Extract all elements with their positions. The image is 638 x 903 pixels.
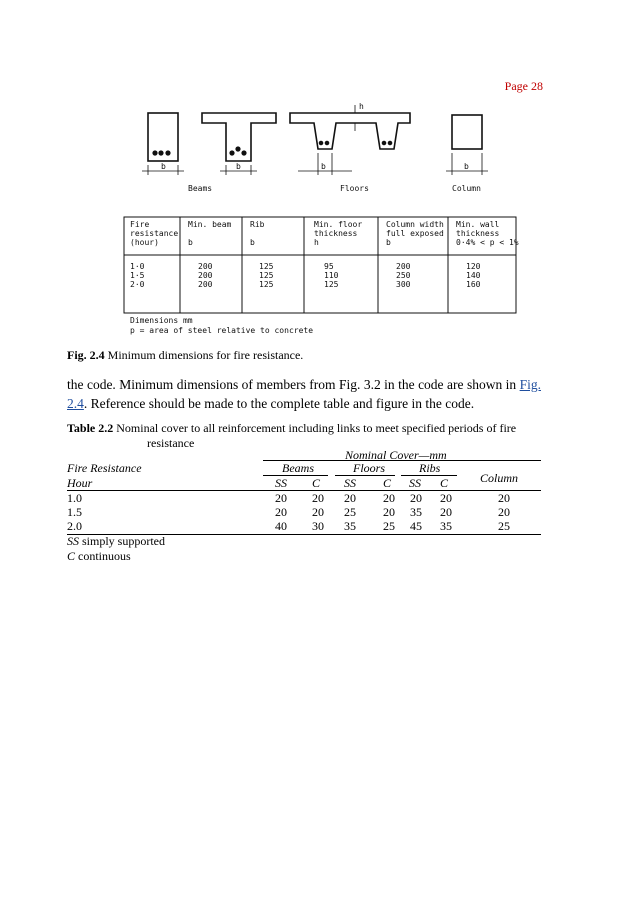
page-number: Page 28 [504, 79, 543, 93]
figure-cell-r0-c1: 200 [198, 262, 213, 271]
hour-header: Hour [67, 476, 93, 490]
sub-header-5: C [440, 476, 449, 490]
table-cell-r2-c6: 35 [440, 519, 452, 533]
table-caption-line1: Nominal cover to all reinforcement including links to meet specified periods of fire [113, 421, 517, 435]
figure-note-p: p = area of steel relative to concrete [130, 326, 314, 335]
table-notes [67, 534, 165, 564]
table-cell-r0-c1: 20 [275, 491, 287, 505]
figure-cell-r0-c4: 200 [396, 262, 411, 271]
figure-cell-r1-c5: 140 [466, 271, 481, 280]
figure-header-c0-l1: resistance [130, 229, 179, 238]
table-cell-r1-c5: 35 [410, 505, 422, 519]
body-text-before: the code. Minimum dimensions of members from Fig. 3.2 in the code are shown in [67, 377, 520, 392]
table-caption [67, 421, 541, 451]
figure-cell-r1-c1: 200 [198, 271, 213, 280]
figure-header-c2-l0: Rib [250, 220, 265, 229]
beam1-b-label: b [161, 162, 166, 171]
table-cell-r2-c1: 40 [275, 519, 287, 533]
figure-cell-r1-c2: 125 [259, 271, 274, 280]
figure-cell-r1-c4: 250 [396, 271, 411, 280]
figure-header-c2-l2: b [250, 238, 255, 247]
table-caption-label: Table 2.2 [67, 421, 114, 435]
figure-header-c5-l0: Min. wall [456, 220, 500, 229]
table-cell-r0-c0: 1.0 [67, 491, 82, 505]
table-cell-r1-c6: 20 [440, 505, 452, 519]
floors-header: Floors [353, 461, 386, 475]
figure-note-dimensions: Dimensions mm [130, 316, 193, 325]
sub-header-4: SS [409, 476, 421, 490]
table-cell-r0-c6: 20 [440, 491, 452, 505]
table-cell-r0-c5: 20 [410, 491, 422, 505]
table-cell-r1-c0: 1.5 [67, 505, 82, 519]
column-label: Column [452, 184, 481, 193]
figure-header-c3-l1: thickness [314, 229, 358, 238]
figure-caption [67, 348, 303, 363]
table-cell-r0-c3: 20 [344, 491, 356, 505]
figure-cell-r2-c1: 200 [198, 280, 213, 289]
figure-cell-r1-c0: 1·5 [130, 271, 145, 280]
table-cell-r1-c2: 20 [312, 505, 324, 519]
table-cell-r0-c7: 20 [498, 491, 510, 505]
figure-header-c1-l0: Min. beam [188, 220, 232, 229]
figure-cell-r0-c5: 120 [466, 262, 481, 271]
floors-label: Floors [340, 184, 369, 193]
figure-drawing [118, 103, 526, 339]
table-cell-r2-c5: 45 [410, 519, 422, 533]
figure-cell-r2-c5: 160 [466, 280, 481, 289]
beams-header: Beams [282, 461, 314, 475]
figure-cell-r0-c3: 95 [324, 262, 334, 271]
group-header: Nominal Cover—mm [345, 448, 447, 462]
figure-cell-r0-c2: 125 [259, 262, 274, 271]
table-cell-r2-c7: 25 [498, 519, 510, 533]
figure-cell-r2-c2: 125 [259, 280, 274, 289]
figure-header-c4-l1: full exposed [386, 229, 444, 238]
table-cell-r2-c0: 2.0 [67, 519, 82, 533]
table-cell-r1-c1: 20 [275, 505, 287, 519]
figure-cell-r2-c4: 300 [396, 280, 411, 289]
sub-header-0: SS [275, 476, 287, 490]
figure-cell-r0-c0: 1·0 [130, 262, 145, 271]
figure-header-c5-l2: 0·4% < p < 1% [456, 238, 519, 247]
fire-resistance-header: Fire Resistance [67, 461, 142, 475]
figure-cell-r2-c3: 125 [324, 280, 339, 289]
sub-header-3: C [383, 476, 392, 490]
column-header: Column [480, 471, 519, 485]
figure-header-c3-l2: h [314, 238, 319, 247]
figure-header-c1-l2: b [188, 238, 193, 247]
figure-header-c3-l0: Min. floor [314, 220, 363, 229]
figure-header-c0-l2: (hour) [130, 238, 159, 247]
table-cell-r1-c7: 20 [498, 505, 510, 519]
note-ss: SS simply supported [67, 534, 165, 548]
figure-header-c5-l1: thickness [456, 229, 500, 238]
table-cell-r0-c4: 20 [383, 491, 395, 505]
table-cell-r2-c2: 30 [312, 519, 324, 533]
sub-header-1: C [312, 476, 321, 490]
table-cell-r2-c3: 35 [344, 519, 356, 533]
figure-caption-label: Fig. 2.4 [67, 348, 105, 362]
beams-label: Beams [188, 184, 213, 193]
figure-header-c4-l2: b [386, 238, 391, 247]
table-cell-r0-c2: 20 [312, 491, 324, 505]
note-c: C continuous [67, 549, 131, 563]
body-paragraph [67, 375, 541, 413]
sub-header-2: SS [344, 476, 356, 490]
floor-b-label: b [321, 162, 326, 171]
figure-cell-r2-c0: 2·0 [130, 280, 145, 289]
figure-header-c0-l0: Fire [130, 220, 150, 229]
table-caption-line2: resistance [147, 436, 195, 450]
column-b-label: b [464, 162, 469, 171]
floor-h-label: h [359, 103, 364, 111]
ribs-header: Ribs [419, 461, 441, 475]
beam2-b-label: b [236, 162, 241, 171]
figure-link[interactable]: Fig. 2.4 [67, 377, 541, 411]
figure-cell-r1-c3: 110 [324, 271, 339, 280]
figure-fire-resistance [118, 103, 526, 339]
table-cell-r1-c4: 20 [383, 505, 395, 519]
figure-header-c4-l0: Column width [386, 220, 444, 229]
floor-ribs-drawing [290, 105, 410, 175]
body-text-after: . Reference should be made to the complete table and figure in the code. [83, 396, 475, 411]
figure-caption-text: Minimum dimensions for fire resistance. [104, 348, 304, 362]
table-cell-r1-c3: 25 [344, 505, 356, 519]
table-cell-r2-c4: 25 [383, 519, 395, 533]
